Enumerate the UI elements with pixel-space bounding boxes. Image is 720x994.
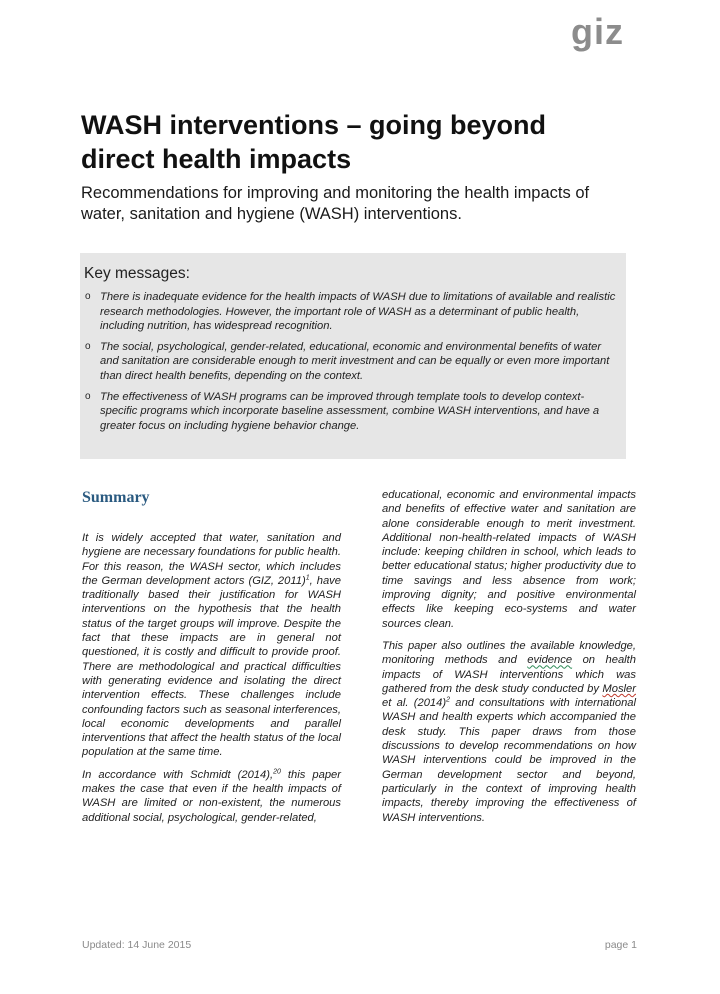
p4-b: on health impacts of WASH interventions which was gathered from the desk study conducted by — [382, 654, 636, 695]
key-messages-box — [80, 253, 626, 459]
p1-text: It is widely accepted that water, sanitation and hygiene are necessary foundations for public health. For this reason, the WASH sector, which includes the German development actors (GIZ, 2011) — [82, 532, 341, 587]
updated-date: Updated: 14 June 2015 — [82, 939, 192, 951]
summary-paragraph-3: educational, economic and environmental impacts and benefits of effective water and sanitation are alone considerable enough to merit investment. Additional non-health-related impacts of WASH include: keeping children in school, which leads to better educational status; higher productivity due to time savings and less absence from work; improving dignity; and positive environmental effects like keeping eco-systems and water sources clean. — [382, 489, 636, 630]
giz-logo: giz — [571, 11, 624, 52]
page-title — [81, 108, 661, 176]
p4-d: and consultations with international WASH and health experts which accompanied the desk study. This paper draws from those discussions to develop recommendations on how WASH interventions could be improved in the German development sector and beyond, particularly in the context of improving health impacts, thereby improving the effectiveness of WASH interventions. — [382, 697, 637, 824]
p4-evidence: evidence — [527, 654, 573, 667]
p1-rest: , have traditionally based their justification for WASH interventions on the hypothesis that the health status of the target groups will improve. Despite the fact that these impacts are in general not questioned, it is costly and difficult to provide proof. There are methodological and practical difficulties with generating evidence and isolating the direct intervention effects. These challenges include confounding factors such as seasonal interferences, local economic developments and parallel interventions that affect the health status of the local population at the same time. — [82, 574, 341, 759]
p2-rest: this paper makes the case that even if the health impacts of WASH are limited or non-existent, the numerous additional social, psychological, gender-related, — [82, 768, 341, 824]
p4-mosler: Mosler — [602, 682, 636, 695]
key-messages-title: Key messages: — [84, 265, 190, 282]
key-message-item — [84, 390, 620, 434]
title-line-1: WASH interventions – going beyond — [81, 110, 547, 140]
key-message-item — [84, 340, 620, 384]
key-message-item — [84, 290, 620, 334]
subtitle-line-2: water, sanitation and hygiene (WASH) interventions. — [81, 205, 462, 223]
footnote-ref: 2 — [446, 696, 450, 704]
subtitle-line-1: Recommendations for improving and monitoring the health impacts of — [81, 184, 590, 202]
summary-paragraph-4 — [382, 639, 636, 825]
summary-column-left — [82, 531, 341, 833]
bullet-icon: o — [85, 390, 91, 402]
footnote-ref: 1 — [305, 574, 310, 582]
summary-column-right — [382, 488, 636, 833]
key-message-text: The social, psychological, gender-related, educational, economic and environmental benefits of water and sanitation are considerable enough to merit investment and can be equally or even more important than direct health benefits, depending on the context. — [100, 340, 610, 382]
p4-c: et al. (2014) — [382, 697, 447, 710]
key-message-text: The effectiveness of WASH programs can be improved through template tools to develop context-specific programs which incorporate baseline assessment, combine WASH interventions, and have a greater focus on including hygiene behavior change. — [100, 390, 600, 432]
page-number: page 1 — [604, 939, 637, 951]
summary-paragraph-2 — [82, 768, 341, 825]
key-message-text: There is inadequate evidence for the health impacts of WASH due to limitations of available and realistic research methodologies. However, the important role of WASH as a determinant of public health, including nutrition, has widespread recognition. — [100, 291, 616, 333]
p4-a: This paper also outlines the available knowledge, monitoring methods and — [382, 639, 636, 667]
summary-paragraph-1 — [82, 531, 341, 760]
p2-text: In accordance with Schmidt (2014), — [82, 768, 274, 781]
page-subtitle — [81, 183, 681, 225]
title-line-2: direct health impacts — [81, 144, 352, 174]
summary-heading: Summary — [82, 489, 150, 506]
footnote-ref: 20 — [273, 768, 281, 776]
key-messages-list — [84, 290, 620, 433]
bullet-icon: o — [85, 340, 91, 352]
bullet-icon: o — [85, 291, 91, 302]
